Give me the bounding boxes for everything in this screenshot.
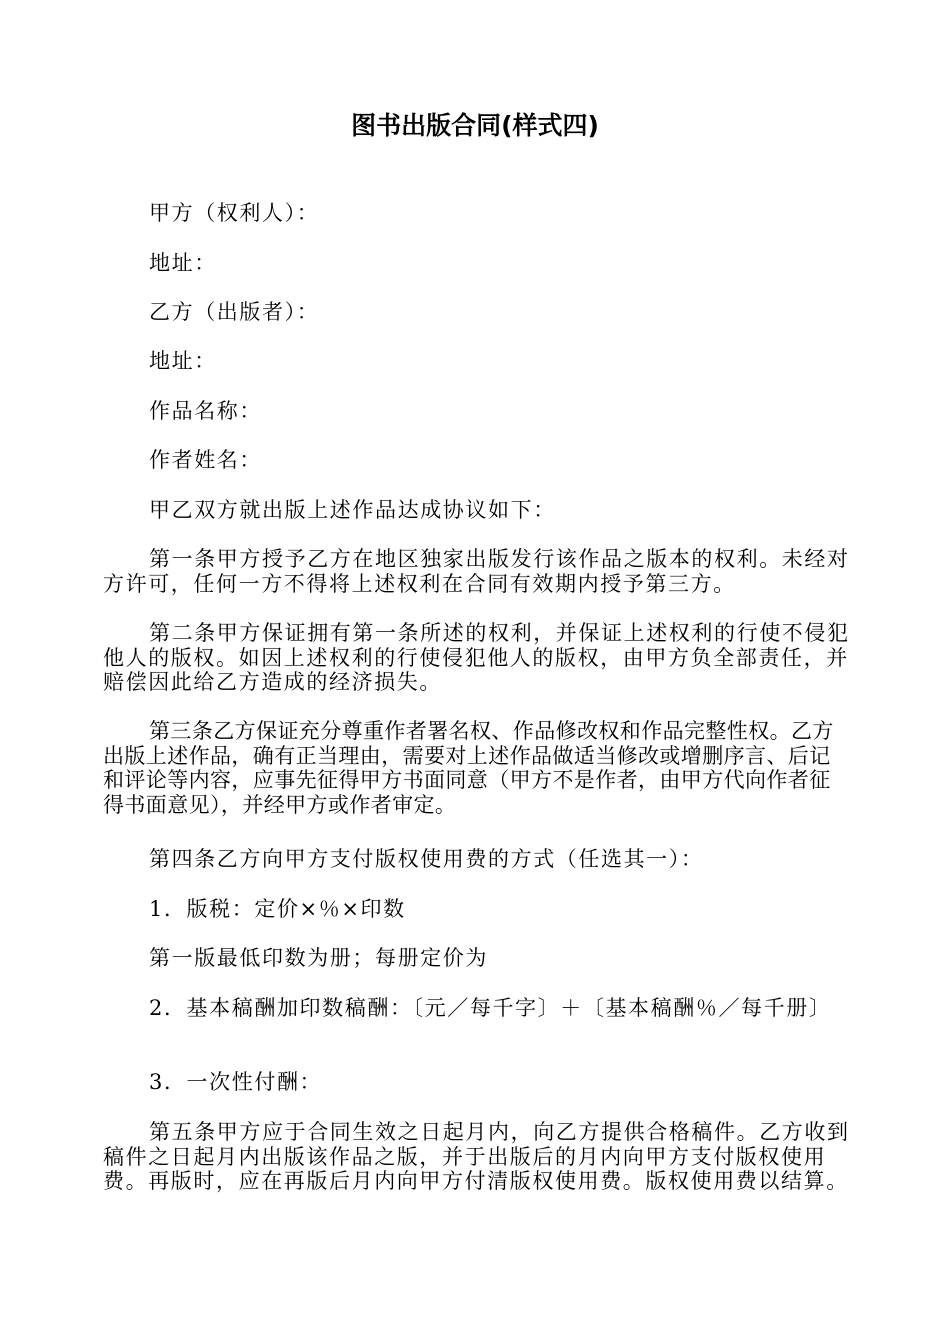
party-a-field: 甲方（权利人）： xyxy=(149,201,320,225)
agreement-intro: 甲乙双方就出版上述作品达成协议如下： xyxy=(149,498,556,522)
work-name-field: 作品名称： xyxy=(149,399,262,423)
clause-3: 第三条乙方保证充分尊重作者署名权、作品修改权和作品完整性权。乙方出版上述作品，确有正当理由，需要对上述作品做适当修改或增删序言、后记和评论等内容，应事先征得甲方书面同意（甲方不是作者，由甲方代向作者征得书面意见），并经甲方或作者审定。 xyxy=(103,719,834,817)
clause-4-option-3: 3．一次性付酬： xyxy=(149,1070,323,1094)
document-title: 图书出版合同(样式四) xyxy=(351,111,599,140)
clause-2: 第二条甲方保证拥有第一条所述的权利，并保证上述权利的行使不侵犯他人的版权。如因上述权利的行使侵犯他人的版权，由甲方负全部责任，并赔偿因此给乙方造成的经济损失。 xyxy=(103,621,850,694)
clause-4-option-1: 1．版税：定价×％×印数 xyxy=(149,897,406,921)
clause-4-option-2: 2．基本稿酬加印数稿酬：〔元／每千字〕＋〔基本稿酬％／每千册〕 xyxy=(149,996,832,1020)
clause-1: 第一条甲方授予乙方在地区独家出版发行该作品之版本的权利。未经对方许可，任何一方不得将上述权利在合同有效期内授予第三方。 xyxy=(103,547,850,596)
clause-4-option-1-note: 第一版最低印数为册；每册定价为 xyxy=(149,946,488,970)
author-name-field: 作者姓名： xyxy=(149,448,262,472)
party-a-address-field: 地址： xyxy=(149,251,217,275)
clause-4: 第四条乙方向甲方支付版权使用费的方式（任选其一）： xyxy=(149,847,704,871)
party-b-field: 乙方（出版者）： xyxy=(149,300,320,324)
clause-5: 第五条甲方应于合同生效之日起月内，向乙方提供合格稿件。乙方收到稿件之日起月内出版该作品之版，并于出版后的月内向甲方支付版权使用费。再版时，应在再版后月内向甲方付清版权使用费。版权使用费以结算。 xyxy=(103,1120,850,1193)
party-b-address-field: 地址： xyxy=(149,349,217,373)
